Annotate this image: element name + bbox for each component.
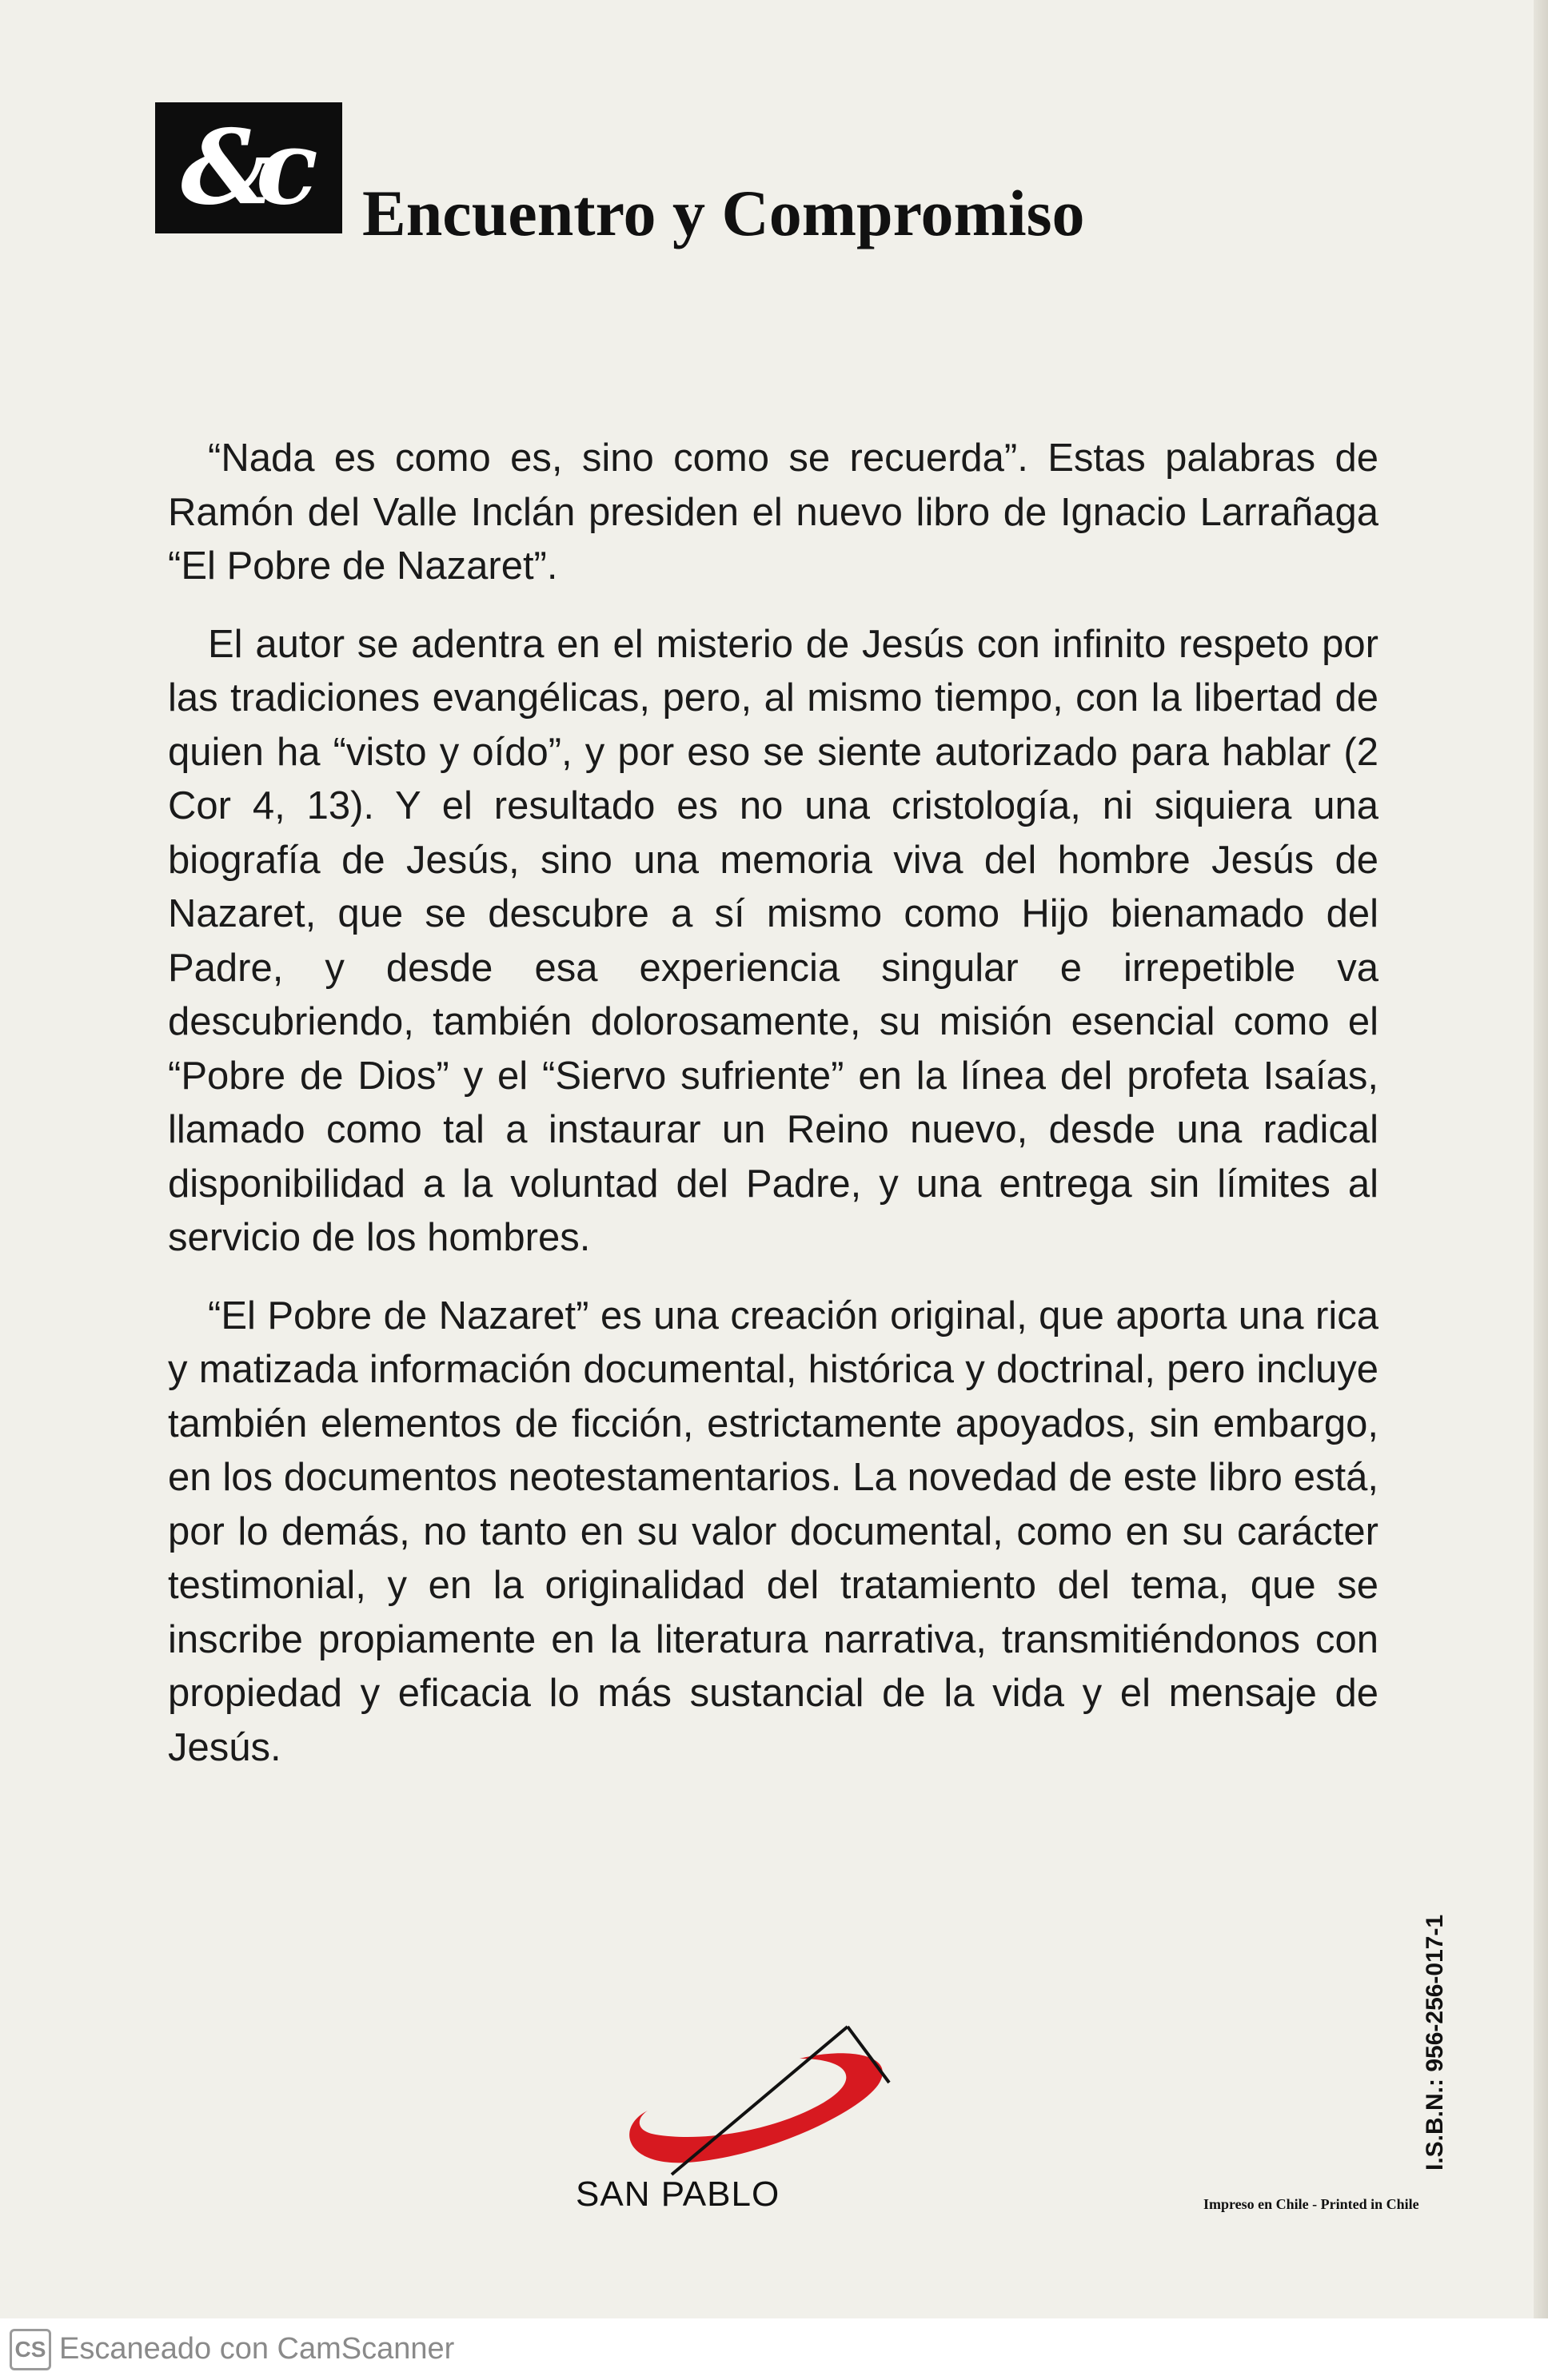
series-logo-mark: &c: [181, 108, 301, 228]
scanner-footer: [0, 2318, 1548, 2380]
page-edge: [1534, 0, 1548, 2318]
printed-in-note: Impreso en Chile - Printed in Chile: [1203, 2196, 1419, 2212]
swoosh-shape: [629, 2053, 883, 2163]
publisher-block: [560, 2015, 975, 2215]
publisher-name: SAN PABLO: [576, 2175, 780, 2214]
blurb-paragraph-3: “El Pobre de Nazaret” es una creación original, que aporta una rica y matizada información documental, histórica y doctrinal, pero incluye también elementos de ficción, estrictamente apoyados, sin embargo, en los documentos neotestamentarios. La novedad de este libro está, por lo demás, no tanto en su valor documental, como en su carácter testimonial, y en la originalidad del tratamiento del tema, que se inscribe propiamente en la literatura narrativa, transmitiéndonos con propiedad y eficacia lo más sustancial de la vida y el mensaje de Jesús.: [168, 1294, 1378, 1769]
isbn-code: I.S.B.N.: 956-256-017-1: [1422, 1914, 1448, 2171]
blurb: [168, 432, 1378, 1799]
series-logo: [155, 102, 342, 233]
logo-line-1: [672, 2027, 848, 2175]
series-title: Encuentro y Compromiso: [362, 177, 1085, 249]
san-pablo-logo-icon: [560, 2015, 975, 2183]
blurb-paragraph-2: El autor se adentra en el misterio de Jesús con infinito respeto por las tradiciones evangélicas, pero, al mismo tiempo, con la libertad de quien ha “visto y oído”, y por eso se siente autorizado para hablar (2 Cor 4, 13). Y el resultado es no una cristología, ni siquiera una biografía de Jesús, sino una memoria viva del hombre Jesús de Nazaret, que se descubre a sí mismo como Hijo bienamado del Padre, y desde esa experiencia singular e irrepetible va descubriendo, también dolorosamente, su misión esencial como el “Pobre de Dios” y el “Siervo sufriente” en la línea del profeta Isaías, llamado como tal a instaurar un Reino nuevo, desde una radical disponibilidad a la voluntad del Padre, y una entrega sin límites al servicio de los hombres.: [168, 622, 1378, 1259]
scanner-watermark-text: Escaneado con CamScanner: [59, 2332, 455, 2366]
camscanner-icon: CS: [10, 2329, 51, 2370]
blurb-paragraph-1: “Nada es como es, sino como se recuerda”. Estas palabras de Ramón del Valle Inclán presiden el nuevo libro de Ignacio Larrañaga “El Pobre de Nazaret”.: [168, 437, 1378, 588]
